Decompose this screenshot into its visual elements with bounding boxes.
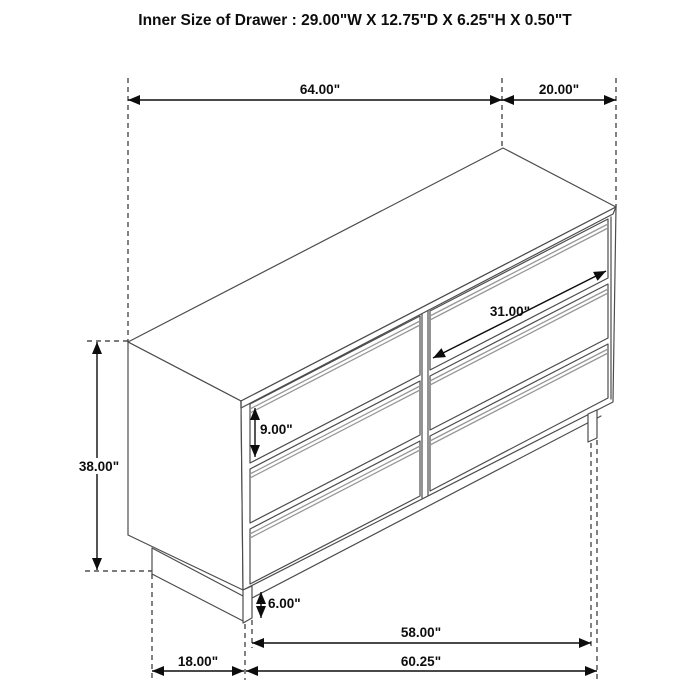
dim-drawer-width-label: 31.00" [489,304,531,319]
dim-front-base-width-label: 60.25" [400,654,442,669]
front-right-leg [588,410,597,442]
front-left-leg [243,586,252,623]
dim-base-width-label: 58.00" [400,625,442,640]
dim-overall-width-label: 64.00" [299,82,341,97]
dim-leg-height-label: 6.00" [268,596,301,611]
dresser-drawing [128,148,616,623]
dim-overall-depth-label: 20.00" [538,82,580,97]
dim-side-base-depth-label: 18.00" [177,654,219,669]
page-title: Inner Size of Drawer : 29.00"W X 12.75"D X 6.25"H X 0.50"T [138,12,572,29]
dim-overall-height-label: 38.00" [78,459,120,474]
dim-drawer-height-label: 9.00" [260,422,293,437]
